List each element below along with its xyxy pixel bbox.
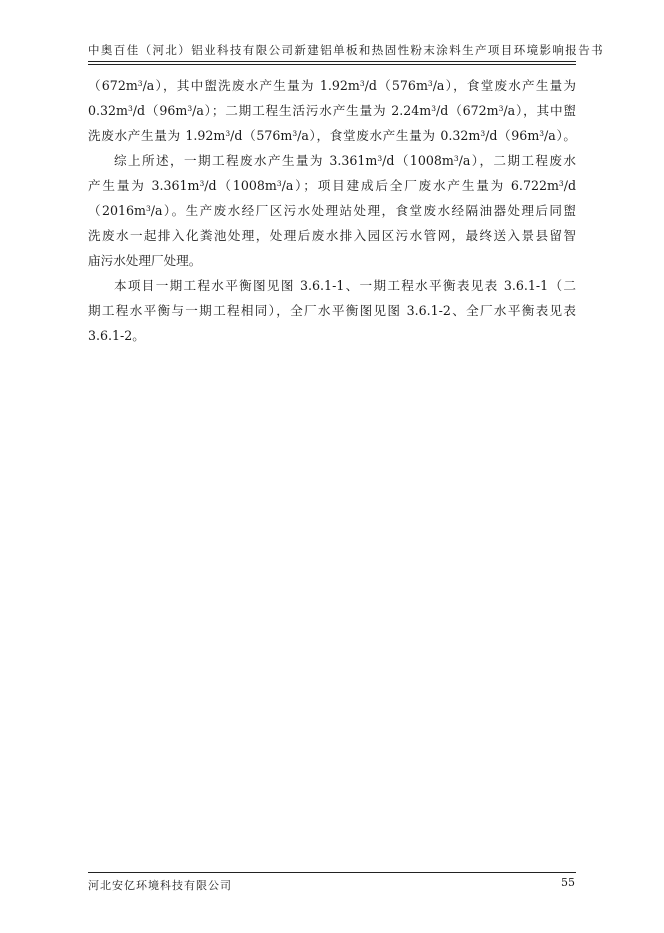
text-line: $(672m^3/a)$，其中盥洗废水产生量为 $1.92m^3/d(576m^3/a)$，食堂废水产生量为 xyxy=(88,78,577,93)
text-line: 3.6.1-2。 xyxy=(88,328,145,343)
text-line: 本项目一期工程水平衡图见图 3.6.1-1、一期工程水平衡表见表 3.6.1-1（二 xyxy=(114,278,576,293)
text-line: 综上所述，一期工程废水产生量为 $3.361m^3/d(1008m^3/a)$，二期工程废水 xyxy=(114,153,577,168)
text-line: 洗废水产生量为 $1.92m^3/d(576m^3/a)$，食堂废水产生量为 $0.32m^3/d(96m^3/a)$。 xyxy=(88,128,576,143)
page-number: 55 xyxy=(561,876,575,889)
paragraph xyxy=(88,273,576,348)
footer-rule xyxy=(88,872,576,873)
paragraph xyxy=(88,148,576,273)
text-line: 洗废水一起排入化粪池处理，处理后废水排入园区污水管网，最终送入景县留智 xyxy=(88,228,576,243)
text-line: 期工程水平衡与一期工程相同），全厂水平衡图见图 3.6.1-2、全厂水平衡表见表 xyxy=(88,303,576,318)
footer-company: 河北安亿环境科技有限公司 xyxy=(88,879,232,892)
header-rule-thick xyxy=(88,61,576,62)
body-text xyxy=(88,73,576,348)
text-line: 产生量为 $3.361m^3/d(1008m^3/a)$；项目建成后全厂废水产生量为 $6.722m^3/d$ xyxy=(88,178,577,193)
header-rule-thin xyxy=(88,64,576,65)
page-header-title: 中奥百佳（河北）铝业科技有限公司新建铝单板和热固性粉末涂料生产项目环境影响报告书 xyxy=(88,43,604,57)
text-line: 庙污水处理厂处理。 xyxy=(88,253,202,268)
text-line: $(2016m^3/a)$。生产废水经厂区污水处理站处理，食堂废水经隔油器处理后同盥 xyxy=(88,203,577,218)
paragraph xyxy=(88,73,576,148)
text-line: $0.32m^3/d(96m^3/a)$；二期工程生活污水产生量为 $2.24m^3/d(672m^3/a)$，其中盥 xyxy=(88,103,577,118)
